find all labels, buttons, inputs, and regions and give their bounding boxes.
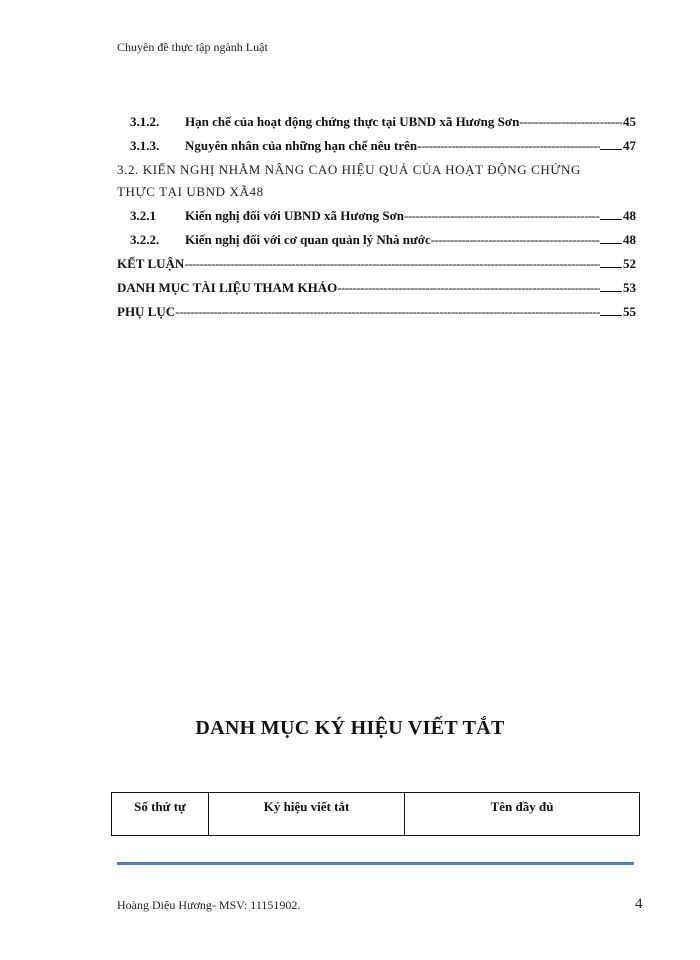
toc-entry-page: 45	[623, 114, 636, 129]
toc-entry-number: 3.2.2.	[130, 232, 160, 247]
table-of-contents	[117, 110, 636, 324]
toc-leader-bar	[600, 219, 622, 220]
abbreviations-table	[111, 792, 640, 836]
footer-author: Hoàng Diệu Hương- MSV: 11151902.	[117, 898, 301, 912]
toc-entry-title: Kiến nghị đối với UBND xã Hương Sơn	[185, 208, 405, 223]
toc-leader	[519, 114, 622, 130]
toc-leader-bar	[600, 267, 622, 268]
toc-entry-3-1-2[interactable]	[117, 110, 636, 134]
toc-leader-bar	[600, 291, 622, 292]
toc-entry-title: Hạn chế của hoạt động chứng thực tại UBND xã Hương Sơn	[185, 114, 520, 129]
toc-entry-number: 3.2.1	[130, 208, 156, 223]
toc-entry-page: 52	[623, 256, 636, 271]
toc-entry-title: KẾT LUẬN	[117, 256, 185, 271]
toc-section-title-line1: 3.2. KIẾN NGHỊ NHẰM NÂNG CAO HIỆU QUẢ CỦA HOẠT ĐỘNG CHỨNG	[117, 162, 581, 177]
toc-entry-page: 53	[623, 280, 636, 295]
abbreviations-header-row	[112, 793, 640, 836]
toc-entry-title: Kiến nghị đối với cơ quan quản lý Nhà nước	[185, 232, 431, 247]
toc-entry-page: 55	[623, 304, 636, 319]
toc-entry-number: 3.1.3.	[130, 138, 160, 153]
toc-entry-title: Nguyên nhân của những hạn chế nêu trên	[185, 138, 418, 153]
toc-entry-page: 47	[623, 138, 636, 153]
toc-entry-ket-luan[interactable]	[117, 252, 636, 276]
toc-leader	[337, 280, 600, 296]
toc-entry-tai-lieu[interactable]	[117, 276, 636, 300]
toc-entry-title: DANH MỤC TÀI LIỆU THAM KHẢO	[117, 280, 338, 295]
toc-entry-3-1-3[interactable]	[117, 134, 636, 158]
toc-leader	[404, 208, 600, 224]
toc-section-title-line2: THỰC TẠI UBND XÃ	[117, 184, 250, 199]
toc-leader	[175, 304, 600, 320]
column-header-full-name: Tên đầy đủ	[405, 793, 640, 836]
column-header-order: Số thứ tự	[112, 793, 209, 836]
toc-entry-page: 48	[623, 208, 636, 223]
abbreviations-title: DANH MỤC KÝ HIỆU VIẾT TẮT	[195, 717, 505, 739]
toc-entry-3-2-2[interactable]	[117, 228, 636, 252]
toc-entry-page: 48	[249, 184, 264, 199]
column-header-abbreviation: Ký hiệu viết tắt	[209, 793, 405, 836]
toc-entry-title: PHỤ LỤC	[117, 304, 176, 319]
page-header: Chuyên đề thực tập ngành Luật	[117, 40, 268, 54]
toc-leader-bar	[600, 243, 622, 244]
footer-rule	[117, 862, 634, 865]
toc-leader-bar	[600, 149, 622, 150]
toc-leader-bar	[600, 315, 622, 316]
toc-leader	[431, 232, 600, 248]
toc-entry-phu-luc[interactable]	[117, 300, 636, 324]
toc-entry-3-2[interactable]	[117, 158, 636, 204]
toc-entry-page: 48	[623, 232, 636, 247]
toc-entry-3-2-1[interactable]	[117, 204, 636, 228]
toc-entry-number: 3.1.2.	[130, 114, 160, 129]
page-number: 4	[635, 896, 643, 912]
toc-leader	[184, 256, 600, 272]
toc-leader	[417, 138, 600, 154]
